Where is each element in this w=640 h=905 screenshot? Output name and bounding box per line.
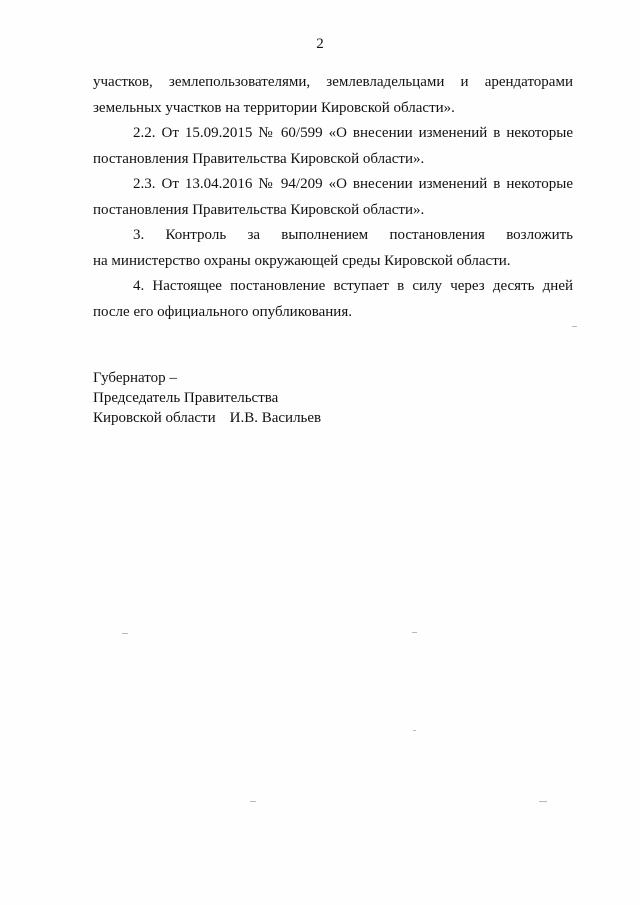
- scan-speck: [412, 632, 417, 633]
- document-body: [93, 70, 573, 325]
- paragraph-line: постановления Правительства Кировской области».: [93, 201, 425, 218]
- scan-speck: [539, 801, 547, 802]
- paragraph-line: земельных участков на территории Кировской области».: [93, 99, 455, 116]
- scan-speck: [250, 801, 256, 802]
- signatory-title-line: Председатель Правительства: [93, 390, 279, 406]
- scan-speck: [122, 633, 128, 634]
- paragraph-line: постановления Правительства Кировской области».: [93, 150, 425, 167]
- scan-speck: [572, 326, 577, 327]
- paragraph-line: 4. Настоящее постановление вступает в силу через десять дней: [133, 278, 573, 294]
- scan-speck: [413, 730, 416, 731]
- signature-block: [93, 368, 321, 428]
- paragraph-line: 2.3. От 13.04.2016 № 94/209 «О внесении изменений в некоторые: [133, 176, 573, 192]
- paragraph-line: на министерство охраны окружающей среды Кировской области.: [93, 252, 511, 269]
- paragraph-line: 3. Контроль за выполнением постановления возложить: [133, 227, 573, 243]
- paragraph-line: после его официального опубликования.: [93, 303, 352, 320]
- signatory-title-line: [93, 408, 321, 428]
- signatory-title-line: Губернатор –: [93, 370, 177, 386]
- signatory-region: Кировской области: [93, 410, 216, 426]
- page-number: 2: [316, 36, 324, 52]
- paragraph-line: 2.2. От 15.09.2015 № 60/599 «О внесении изменений в некоторые: [133, 125, 573, 141]
- signatory-name: И.В. Васильев: [229, 410, 322, 426]
- paragraph-line: участков, землепользователями, землевладельцами и арендаторами: [93, 74, 573, 90]
